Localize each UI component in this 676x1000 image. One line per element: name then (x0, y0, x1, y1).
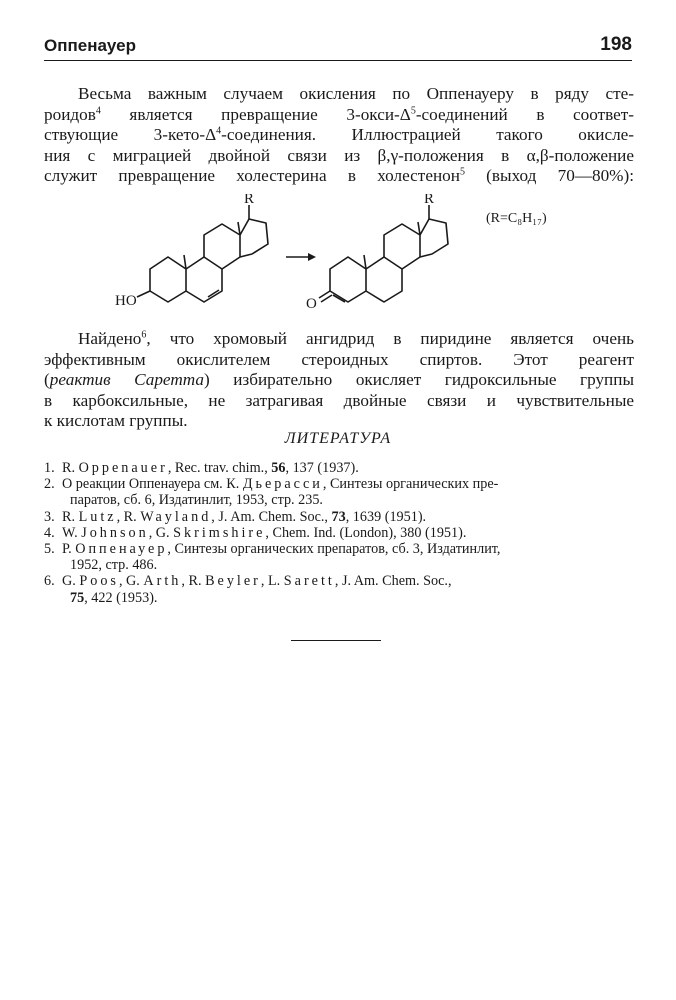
text-line (44, 84, 634, 105)
ring-a (330, 257, 366, 302)
substituent-label: R (244, 194, 255, 207)
text-run: , R. (181, 573, 206, 590)
text-run: -соединения. Иллюстрацией такого окисле- (221, 125, 635, 145)
author-name: Lutz (78, 508, 117, 525)
reference-line (62, 492, 638, 508)
author-name: Wayland (140, 508, 212, 525)
author-name: Beyler (205, 573, 261, 590)
reference-line (62, 557, 638, 573)
superscript: 4 (216, 125, 222, 137)
reference-item (44, 476, 638, 508)
reference-line (62, 460, 638, 476)
reference-line (62, 509, 638, 525)
paragraph-sarett-reagent (44, 329, 634, 432)
text-run: R. (62, 460, 79, 476)
volume: 73 (331, 508, 346, 525)
volume: 56 (271, 460, 286, 476)
text-run: 1952, стр. 486. (70, 557, 158, 574)
text-line (44, 166, 634, 187)
reference-number: 4. (44, 524, 55, 541)
substituent-label: R (424, 194, 435, 207)
reference-line (62, 573, 638, 589)
text-line (44, 391, 634, 412)
reference-item (44, 509, 638, 525)
footnote-ref: 4 (95, 104, 101, 116)
running-title: Оппенауер (44, 36, 137, 55)
text-run: Весьма важным случаем окисления по Оппенауеру в ряду сте- (78, 84, 634, 103)
ring-c (384, 224, 420, 269)
text-run: R. (62, 508, 79, 525)
text-run: роидов (44, 104, 96, 124)
reference-item (44, 573, 638, 605)
hydroxy-label: HO (115, 293, 137, 309)
text-run: , Rec. trav. chim., (167, 460, 272, 476)
reference-number: 2. (44, 476, 55, 493)
text-run: ствующие 3-кето-Δ (44, 125, 217, 145)
author-name: Oppenauer (78, 460, 168, 476)
reference-line (62, 525, 638, 541)
reference-number: 6. (44, 573, 55, 590)
text-line (44, 350, 634, 371)
methyl-19 (184, 255, 186, 269)
text-run: -соединений в соответ- (415, 104, 634, 124)
text-run: , Синтезы органических препаратов, сб. 3, Издатинлит, (167, 541, 501, 558)
end-rule (291, 640, 381, 641)
text-run: W. (62, 524, 82, 541)
text-run: ) избирательно окисляет гидроксильные группы (203, 370, 634, 390)
reference-item (44, 541, 638, 573)
text-run: , 422 (1953). (84, 589, 158, 606)
text-line (44, 146, 634, 167)
ring-c (204, 224, 240, 269)
superscript: 5 (410, 104, 416, 116)
reagent-name: реактив Саретта (49, 370, 204, 390)
footnote-ref: 5 (459, 166, 465, 178)
ring-d (240, 219, 268, 257)
text-run: О реакции Оппенауера см. К. (62, 476, 243, 493)
oxo-label: O (306, 296, 317, 312)
volume: 75 (70, 589, 85, 606)
text-run: в карбоксильные, не затрагивая двойные связи и чувствительные (44, 390, 634, 410)
text-run: , L. (260, 573, 284, 590)
author-name: Arth (143, 573, 182, 590)
text-run: является превращение 3-окси-Δ (100, 104, 411, 124)
ring-a (150, 257, 186, 302)
cholesterol-structure (137, 205, 268, 302)
text-run: , Chem. Ind. (London), 380 (1951). (265, 524, 467, 541)
paragraph-oppenauer-oxidation (44, 84, 634, 187)
text-run: , 137 (1937). (285, 460, 359, 476)
text-run: , что хромовый ангидрид в пиридине является очень (146, 329, 634, 348)
reaction-scheme (100, 194, 600, 324)
substituent-note: (R=C₈H₁₇) (486, 211, 547, 226)
text-run: , 1639 (1951). (345, 508, 427, 525)
text-line (44, 329, 634, 350)
ring-b (366, 257, 402, 302)
text-line (44, 370, 634, 391)
ring-d (420, 219, 448, 257)
author-name: Sarett (283, 573, 335, 590)
reference-number: 1. (44, 460, 55, 476)
author-name: Оппенауер (75, 541, 168, 558)
footnote-ref: 6 (141, 329, 147, 341)
reference-item (44, 460, 638, 476)
text-run: паратов, сб. 6, Издатинлит, 1953, стр. 235. (70, 492, 323, 509)
references-heading: ЛИТЕРАТУРА (284, 430, 392, 447)
text-run: (выход 70—80%): (464, 166, 634, 186)
carbonyl-bond (319, 291, 332, 302)
reference-line (62, 476, 638, 492)
author-name: Дьерасси (242, 476, 323, 493)
text-run: , G. (148, 524, 174, 541)
author-name: Poos (79, 573, 119, 590)
page-number: 198 (600, 34, 632, 55)
methyl-19 (364, 255, 366, 269)
reference-line (62, 541, 638, 557)
reference-list (44, 460, 638, 606)
reference-line (62, 590, 638, 606)
text-line (44, 125, 634, 146)
text-run: Найдено (78, 329, 142, 348)
text-run: служит превращение холестерина в холестенон (44, 166, 460, 186)
arrow-head (308, 253, 316, 261)
text-run: к кислотам группы. (44, 411, 188, 431)
text-run: , J. Am. Chem. Soc., (334, 573, 452, 590)
running-header (44, 34, 632, 61)
author-name: Johnson (81, 524, 149, 541)
text-run: Р. (62, 541, 76, 558)
reference-number: 5. (44, 541, 55, 558)
author-name: Skrimshire (173, 524, 266, 541)
ring-b (186, 257, 222, 302)
text-run: , R. (116, 508, 141, 525)
text-run: , Синтезы органических пре- (322, 476, 499, 493)
text-run: , J. Am. Chem. Soc., (211, 508, 332, 525)
text-line (44, 411, 634, 432)
text-run: ( (44, 370, 50, 390)
reference-item (44, 525, 638, 541)
text-run: G. (62, 573, 80, 590)
hydroxy-bond (137, 291, 150, 297)
text-run: ния с миграцией двойной связи из β,γ-положения в α,β-положение (44, 145, 634, 165)
reference-number: 3. (44, 508, 55, 525)
text-run: , G. (118, 573, 144, 590)
text-line (44, 105, 634, 126)
cholestenone-structure (319, 205, 448, 302)
text-run: эффективным окислителем стероидных спиртов. Этот реагент (44, 349, 634, 369)
